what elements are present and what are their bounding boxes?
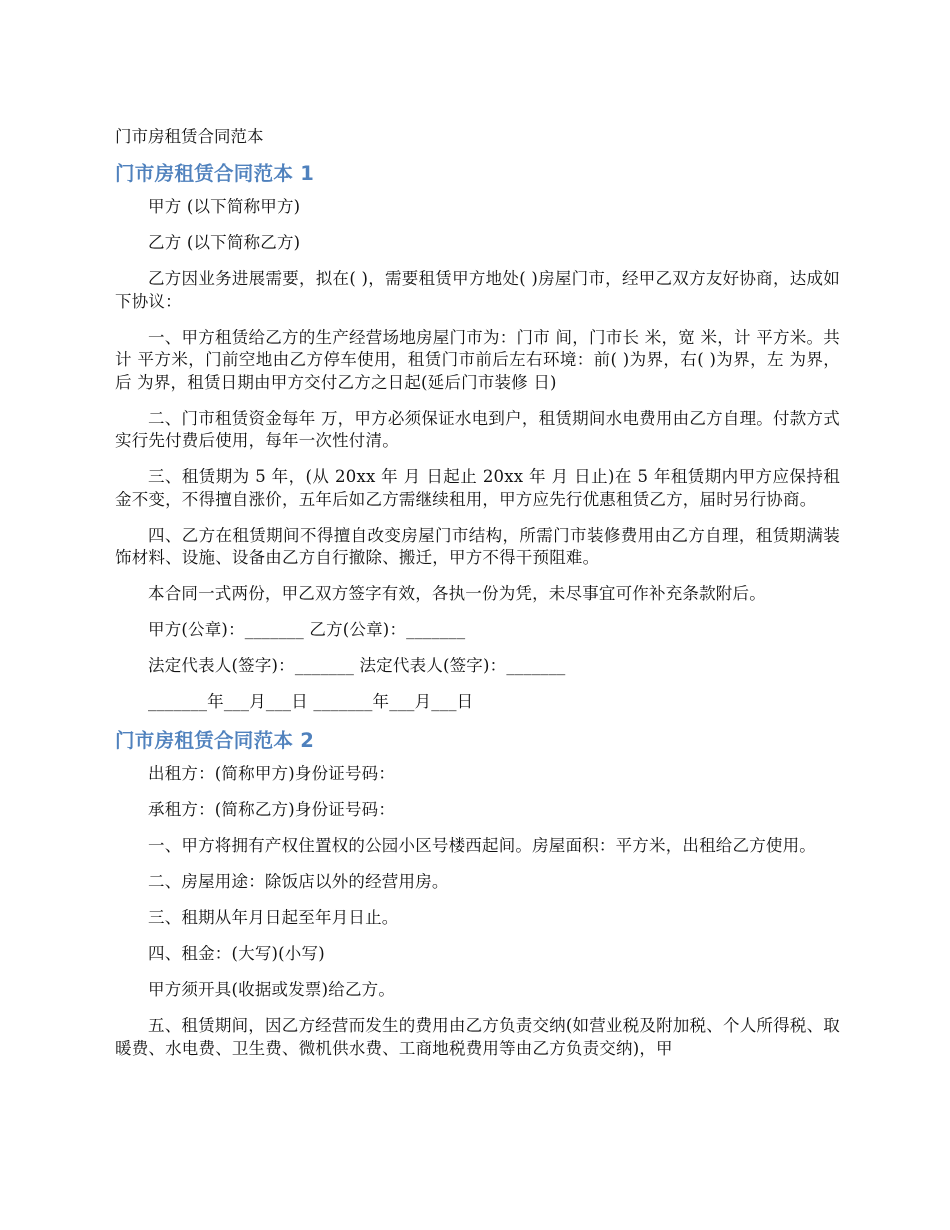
- date-line: _______年___月___日 _______年___月___日: [148, 692, 474, 711]
- section-1-heading: 门市房租赁合同范本 1: [115, 162, 315, 185]
- article-5: 五、租赁期间，因乙方经营而发生的费用由乙方负责交纳(如营业税及附加税、个人所得税、取暖费、水电费、卫生费、微机供水费、工商地税费用等由乙方负责交纳)，甲: [115, 1016, 840, 1058]
- clause-1: 一、甲方租赁给乙方的生产经营场地房屋门市为：门市 间，门市长 米，宽 米，计 平方米。共计 平方米，门前空地由乙方停车使用，租赁门市前后左右环境：前( )为界，右( )为界，左 为界，后 为界，租赁日期由甲方交付乙方之日起(延后门市装修 日): [115, 327, 840, 392]
- article-1: 一、甲方将拥有产权住置权的公园小区号楼西起间。房屋面积：平方米，出租给乙方使用。: [148, 836, 816, 855]
- document-page: [115, 124, 840, 1074]
- article-2: 二、房屋用途：除饭店以外的经营用房。: [148, 872, 449, 891]
- seal-line: 甲方(公章)：_______ 乙方(公章)：_______: [148, 620, 466, 639]
- article-4: 四、租金：(大写)(小写): [148, 944, 325, 963]
- clause-3: 三、租赁期为 5 年，(从 20xx 年 月 日起止 20xx 年 月 日止)在 5 年租赁期内甲方应保持租金不变，不得擅自涨价，五年后如乙方需继续租用，甲方应先行优惠租赁乙方，届时另行协商。: [115, 467, 840, 509]
- clause-4: 四、乙方在租赁期间不得擅自改变房屋门市结构，所需门市装修费用由乙方自理，租赁期满装饰材料、设施、设备由乙方自行撤除、搬迁，甲方不得干预阻难。: [115, 525, 840, 567]
- document-title: 门市房租赁合同范本: [115, 127, 264, 146]
- invoice-line: 甲方须开具(收据或发票)给乙方。: [148, 980, 396, 999]
- article-3: 三、租期从年月日起至年月日止。: [148, 908, 399, 927]
- lessee-line: 承租方：(简称乙方)身份证号码：: [148, 800, 396, 819]
- party-b-line: 乙方 (以下简称乙方): [148, 233, 301, 252]
- clause-2: 二、门市租赁资金每年 万，甲方必须保证水电到户，租赁期间水电费用由乙方自理。付款方式实行先付费后使用，每年一次性付清。: [115, 408, 840, 450]
- lessor-line: 出租方：(简称甲方)身份证号码：: [148, 764, 396, 783]
- party-a-line: 甲方 (以下简称甲方): [148, 197, 301, 216]
- section-2-heading: 门市房租赁合同范本 2: [115, 729, 315, 752]
- intro-paragraph: 乙方因业务进展需要，拟在( )，需要租赁甲方地处( )房屋门市，经甲乙双方友好协商，达成如下协议：: [115, 269, 840, 311]
- representative-line: 法定代表人(签字)：_______ 法定代表人(签字)：_______: [148, 656, 566, 675]
- closing-paragraph: 本合同一式两份，甲乙双方签字有效，各执一份为凭，未尽事宜可作补充条款附后。: [148, 584, 766, 603]
